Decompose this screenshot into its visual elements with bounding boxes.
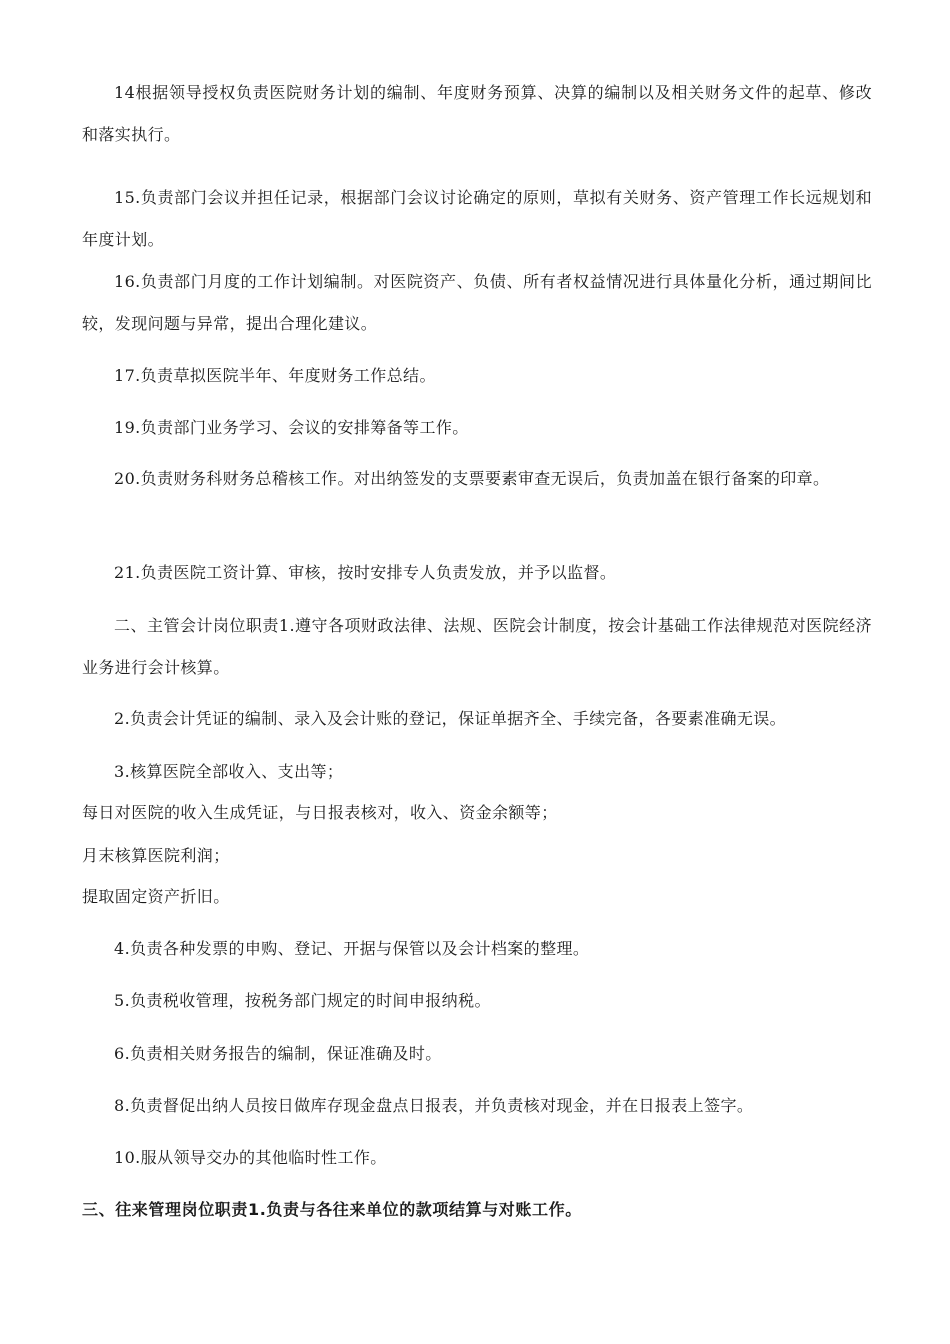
paragraph-item-20: 20.负责财务科财务总稽核工作。对出纳签发的支票要素审查无误后，负责加盖在银行备案的印章。 — [114, 469, 830, 488]
paragraph-item-a8: 8.负责督促出纳人员按日做库存现金盘点日报表，并负责核对现金，并在日报表上签字。 — [114, 1096, 754, 1115]
paragraph-item-15: 15.负责部门会议并担任记录，根据部门会议讨论确定的原则，草拟有关财务、资产管理工作长远规划和年度计划。 — [82, 188, 872, 249]
section-heading-2: 二、主管会计岗位职责1.遵守各项财政法律、法规、医院会计制度，按会计基础工作法律规范对医院经济业务进行会计核算。 — [82, 616, 872, 677]
paragraph-item-a3: 3.核算医院全部收入、支出等； — [114, 762, 344, 781]
paragraph-subitem-a3c: 提取固定资产折旧。 — [82, 887, 230, 906]
paragraph-item-a2: 2.负责会计凭证的编制、录入及会计账的登记，保证单据齐全、手续完备，各要素准确无误。 — [114, 709, 787, 728]
paragraph-item-a5: 5.负责税收管理，按税务部门规定的时间申报纳税。 — [114, 991, 491, 1010]
section-heading-3: 三、往来管理岗位职责1.负责与各往来单位的款项结算与对账工作。 — [82, 1200, 582, 1219]
paragraph-subitem-a3a: 每日对医院的收入生成凭证，与日报表核对，收入、资金余额等； — [82, 803, 558, 822]
paragraph-item-16: 16.负责部门月度的工作计划编制。对医院资产、负债、所有者权益情况进行具体量化分析，通过期间比较，发现问题与异常，提出合理化建议。 — [82, 272, 872, 333]
paragraph-item-14: 14根据领导授权负责医院财务计划的编制、年度财务预算、决算的编制以及相关财务文件的起草、修改和落实执行。 — [82, 83, 872, 144]
paragraph-item-17: 17.负责草拟医院半年、年度财务工作总结。 — [114, 366, 436, 385]
paragraph-item-21: 21.负责医院工资计算、审核，按时安排专人负责发放，并予以监督。 — [114, 563, 617, 582]
paragraph-subitem-a3b: 月末核算医院利润； — [82, 846, 230, 865]
paragraph-item-19: 19.负责部门业务学习、会议的安排筹备等工作。 — [114, 418, 469, 437]
paragraph-item-a4: 4.负责各种发票的申购、登记、开据与保管以及会计档案的整理。 — [114, 939, 590, 958]
paragraph-item-a6: 6.负责相关财务报告的编制，保证准确及时。 — [114, 1044, 442, 1063]
paragraph-item-a10: 10.服从领导交办的其他临时性工作。 — [114, 1148, 387, 1167]
